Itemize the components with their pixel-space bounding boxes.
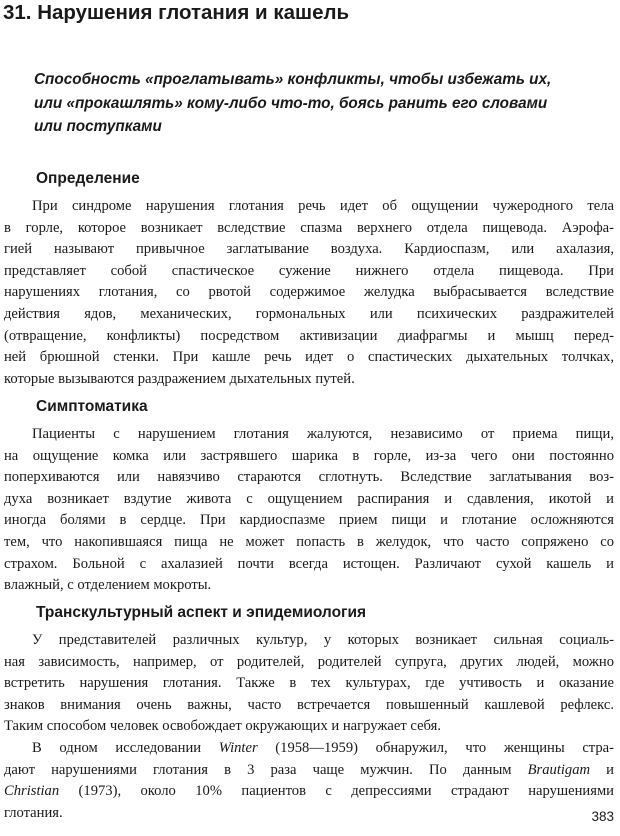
author-name: Christian	[4, 783, 60, 800]
text-line: действия ядов, механических, гормональных или психических раздражителей	[4, 305, 614, 322]
text-line: встретить нарушения глотания. Также в тех культурах, где учтивость и оказание	[4, 675, 614, 692]
section-heading-definition: Определение	[36, 170, 140, 187]
section-heading-symptoms: Симптоматика	[36, 398, 148, 415]
definition-paragraph	[4, 196, 614, 390]
transcultural-paragraph	[4, 630, 614, 824]
text-line: которые вызываются раздражением дыхательных путей.	[4, 370, 355, 387]
text-line: знаков внимания очень важны, часто встречается повышенный кашлевой рефлекс.	[4, 696, 614, 713]
text-line: влажный, с отделением мокроты.	[4, 577, 212, 594]
text-line: духа возникает вздутие живота с ощущением распирания и сдавления, икотой и	[4, 490, 614, 507]
text-fragment: (1973), около 10% пациентов с депрессиями страдают нарушениями	[59, 783, 614, 800]
text-line: иногда болями в сердце. При кардиоспазме прием пищи и глотание осложняются	[4, 512, 614, 529]
epigraph-line: или поступками	[34, 118, 162, 135]
text-fragment: дают нарушениями глотания в 3 раза чаще мужчин. По данным	[4, 761, 528, 778]
text-line: Таким способом человек освобождает окружающих и нагружает себя.	[4, 718, 441, 735]
epigraph-line: или «прокашлять» кому-либо что-то, боясь ранить его словами	[34, 94, 548, 112]
text-line: в горле, которое возникает вследствие спазма верхнего отдела пищевода. Аэрофа-	[4, 219, 614, 236]
text-line: нарушениях глотания, со рвотой содержимое желудка выбрасывается вследствие	[4, 284, 614, 301]
text-fragment: и	[590, 761, 614, 778]
text-line: ней брюшной стенки. При кашле речь идет о спастических дыхательных толчках,	[4, 349, 614, 366]
epigraph-line: Способность «проглатывать» конфликты, чтобы избежать их,	[34, 71, 552, 88]
text-line: страхом. Больной с ахалазией почти всегда истощен. Различают сухой кашель и	[4, 555, 614, 572]
text-line: Пациенты с нарушением глотания жалуются, независимо от приема пищи,	[32, 426, 614, 442]
epigraph	[34, 68, 614, 139]
text-line: на ощущение комка или застрявшего шарика в горле, из-за чего они постоянно	[4, 447, 614, 464]
page-number: 383	[591, 809, 614, 824]
text-line: поперхиваются или навязчиво стараются сглотнуть. Вследствие заглатывания воз-	[4, 469, 614, 486]
author-name: Winter	[218, 739, 258, 756]
text-line: тем, что накопившаяся пища не может попасть в желудок, что часто сопряжено со	[4, 533, 614, 550]
text-line: глотания.	[4, 804, 63, 821]
text-line: (отвращение, конфликты) посредством активизации диафрагмы и мышц перед-	[4, 327, 614, 344]
chapter-title: 31. Нарушения глотания и кашель	[3, 1, 350, 24]
text-line	[4, 738, 614, 760]
text-line: У представителей различных культур, у которых возникает сильная социаль-	[32, 632, 614, 648]
section-heading-transcultural: Транскультурный аспект и эпидемиология	[36, 604, 367, 621]
text-fragment: В одном исследовании	[32, 739, 219, 756]
text-line: гией называют привычное заглатывание воздуха. Кардиоспазм, или ахалазия,	[4, 241, 614, 258]
text-line	[4, 781, 614, 803]
text-line: ная зависимость, например, от родителей, родителей супруга, других людей, можно	[4, 653, 614, 670]
text-line	[4, 760, 614, 782]
text-line: представляет собой спастическое сужение нижнего отдела пищевода. При	[4, 262, 614, 279]
text-fragment: (1958—1959) обнаружил, что женщины стра-	[257, 739, 614, 756]
text-line: При синдроме нарушения глотания речь идет об ощущении чужеродного тела	[32, 198, 614, 214]
author-name: Brautigam	[527, 761, 591, 778]
symptoms-paragraph	[4, 424, 614, 597]
